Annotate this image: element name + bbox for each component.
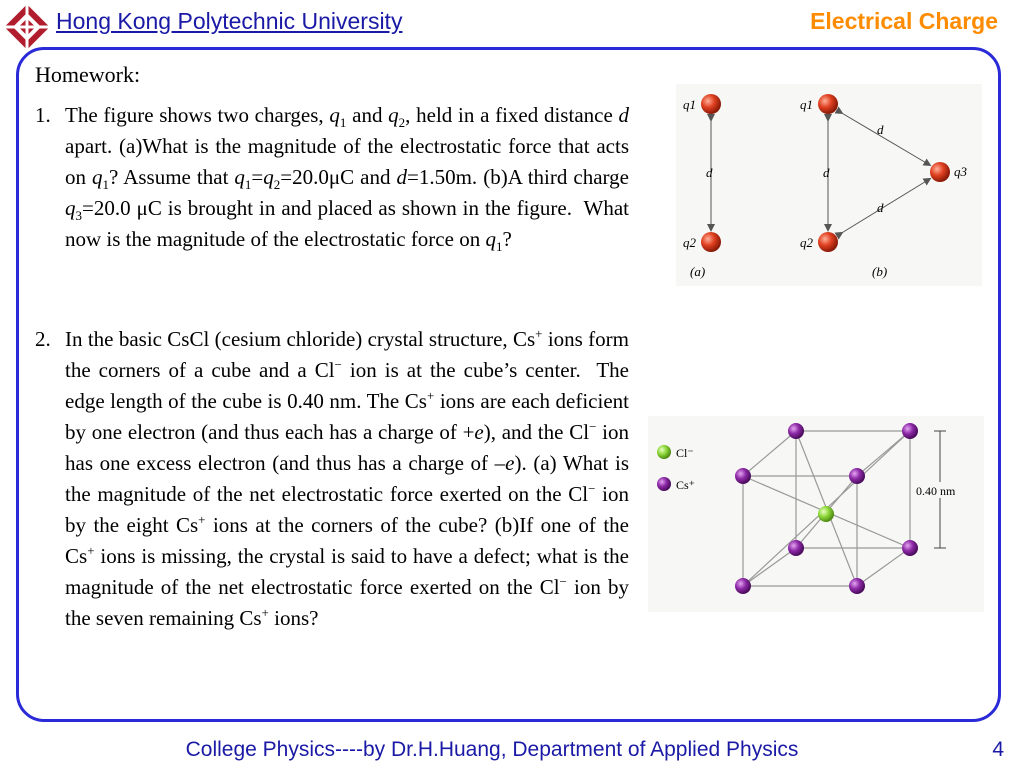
legend-cl-label: Cl⁻ (676, 446, 694, 460)
problem-2 (35, 324, 629, 634)
label-d-a: d (706, 165, 713, 180)
homework-heading: Homework: (35, 62, 141, 87)
label-q1-b: q1 (800, 97, 813, 112)
problem-text: In the basic CsCl (cesium chloride) crystal structure, Cs+ ions form the corners of a cube and a Cl− ion is at the cube’s center. The edge length of the cube is 0.40 nm. The Cs+ ions are each deficient by one electron (and thus each has a charge of +e), and the Cl− ion has one excess electron (and thus has a charge of –e). (a) What is the magnitude of the net electrostatic force exerted on the Cl− ion by the eight Cs+ ions at the corners of the cube? (b)If one of the Cs+ ions is missing, the crystal is said to have a defect; what is the magnitude of the net electrostatic force exerted on the Cl− ion by the seven remaining Cs+ ions? (65, 326, 630, 630)
label-d-b1: d (823, 165, 830, 180)
label-part-a: (a) (690, 264, 706, 279)
charge-q3-b (930, 162, 950, 182)
label-q1-a: q1 (683, 97, 696, 112)
legend-cl-swatch (657, 445, 671, 459)
cs-ion (735, 578, 751, 594)
label-q2-a: q2 (683, 235, 696, 250)
label-d-b2: d (877, 122, 884, 137)
university-logo-icon (2, 2, 52, 52)
cs-ion (735, 468, 751, 484)
cscl-cube-figure (648, 416, 984, 612)
label-d-b3: d (877, 200, 884, 215)
edge-length-label: 0.40 nm (916, 484, 956, 498)
cs-ion (849, 578, 865, 594)
charges-figure (676, 84, 982, 286)
label-q2-b: q2 (800, 235, 813, 250)
legend-cs-label: Cs⁺ (676, 478, 696, 492)
university-link[interactable]: Hong Kong Polytechnic University (56, 8, 403, 34)
cl-ion (818, 506, 834, 522)
cs-ion (788, 423, 804, 439)
cs-ion (902, 423, 918, 439)
cs-ion (788, 540, 804, 556)
charge-q2-b (818, 232, 838, 252)
label-q3-b: q3 (954, 164, 967, 179)
footer-text: College Physics----by Dr.H.Huang, Department of Applied Physics (185, 738, 799, 761)
label-part-b: (b) (872, 264, 888, 279)
slide-topic-title: Electrical Charge (810, 8, 998, 34)
charge-q1-b (818, 94, 838, 114)
charge-q2-a (701, 232, 721, 252)
legend-cs-swatch (657, 477, 671, 491)
problem-number: 2. (35, 327, 51, 351)
problem-text: The figure shows two charges, $q_1$ and $q_2$, held in a fixed distance d apart. (a)What is the magnitude of the electrostatic force that acts on $q_1$? Assume that $q_1=q_2=20.0\mu C$ and d=1.50m. (b)A third charge $q_3=20.0$ μC is brought in and placed as shown in the figure. What now is the magnitude of the electrostatic force on $q_1$? (65, 103, 629, 255)
charge-q1-a (701, 94, 721, 114)
cs-ion (849, 468, 865, 484)
problem-1 (35, 100, 629, 255)
cs-ion (902, 540, 918, 556)
problem-number: 1. (35, 103, 51, 127)
page-number: 4 (992, 738, 1004, 761)
